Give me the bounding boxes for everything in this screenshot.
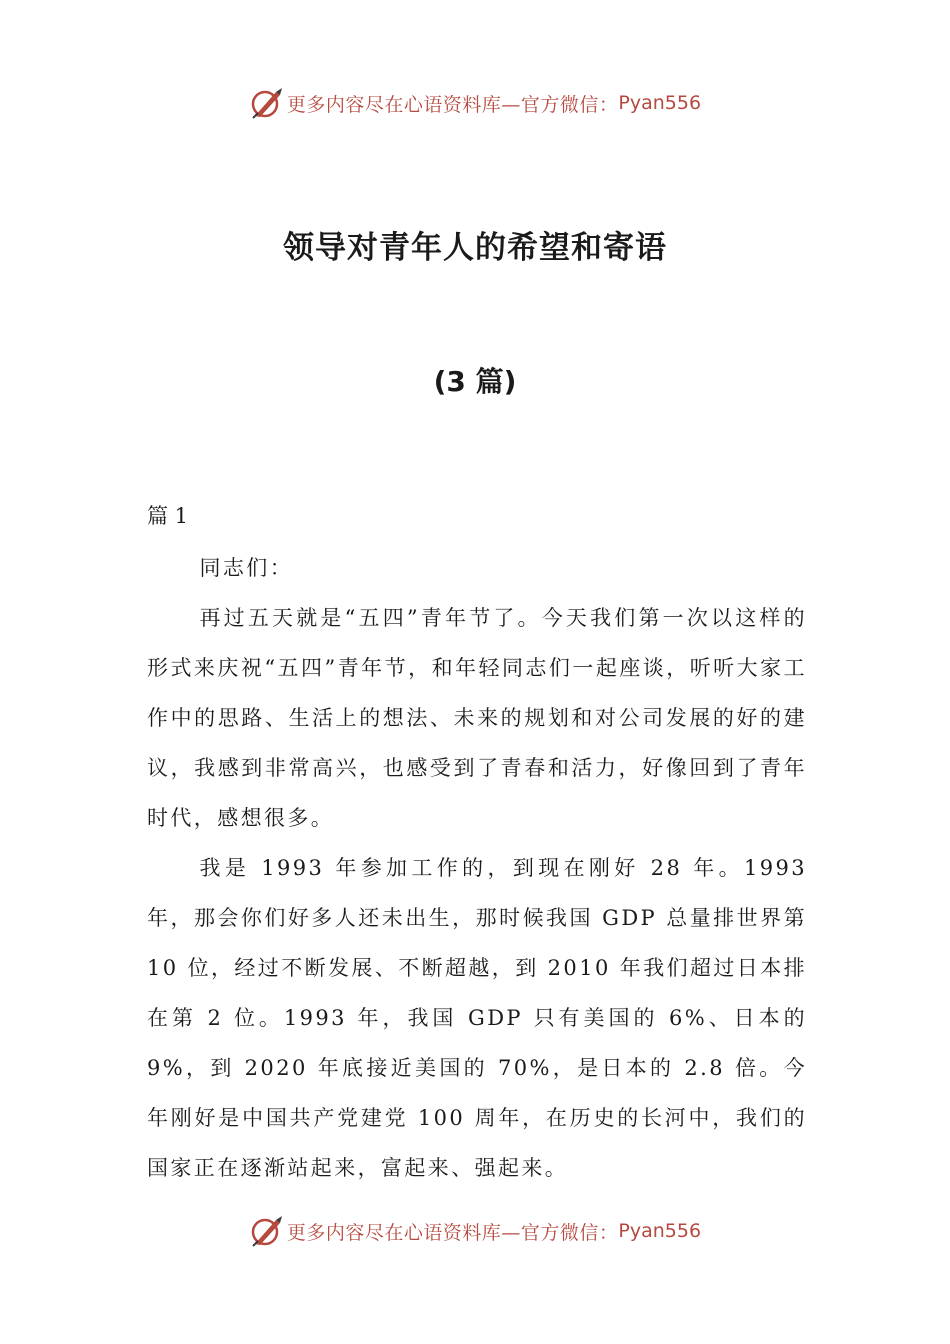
watermark-contact: Pyan556 — [618, 92, 702, 114]
document-title: 领导对青年人的希望和寄语 — [283, 230, 667, 266]
watermark-text: 更多内容尽在心语资料库—官方微信： — [286, 1221, 619, 1244]
quill-pen-logo-icon — [249, 1214, 283, 1248]
watermark-banner-bottom — [0, 1211, 950, 1251]
quill-pen-logo-icon — [249, 86, 283, 120]
section-label: 篇 1 — [147, 504, 189, 528]
body-paragraph: 我是 1993 年参加工作的，到现在刚好 28 年。1993 年，那会你们好多人还未出生，那时候我国 GDP 总量排世界第 10 位，经过不断发展、不断超越，到 2010 年我们超过日本排在第 2 位。1993 年，我国 GDP 只有美国的 6%、日本的 9%，到 2020 年底接近美国的 70%，是日本的 2.8 倍。今年刚好是中国共产党建党 100 周年，在历史的长河中，我们的国家正在逐渐站起来，富起来、强起来。 — [147, 856, 807, 1180]
document-body — [147, 543, 807, 1193]
watermark-banner-top — [0, 83, 950, 123]
watermark-text: 更多内容尽在心语资料库—官方微信： — [286, 93, 619, 116]
salutation-paragraph: 同志们： — [199, 556, 294, 580]
watermark-contact: Pyan556 — [618, 1220, 702, 1242]
body-paragraph: 再过五天就是“五四”青年节了。今天我们第一次以这样的形式来庆祝“五四”青年节，和年轻同志们一起座谈，听听大家工作中的思路、生活上的想法、未来的规划和对公司发展的好的建议，我感到非常高兴，也感受到了青春和活力，好像回到了青年时代，感想很多。 — [147, 606, 807, 830]
document-subtitle: (3 篇) — [433, 365, 517, 398]
